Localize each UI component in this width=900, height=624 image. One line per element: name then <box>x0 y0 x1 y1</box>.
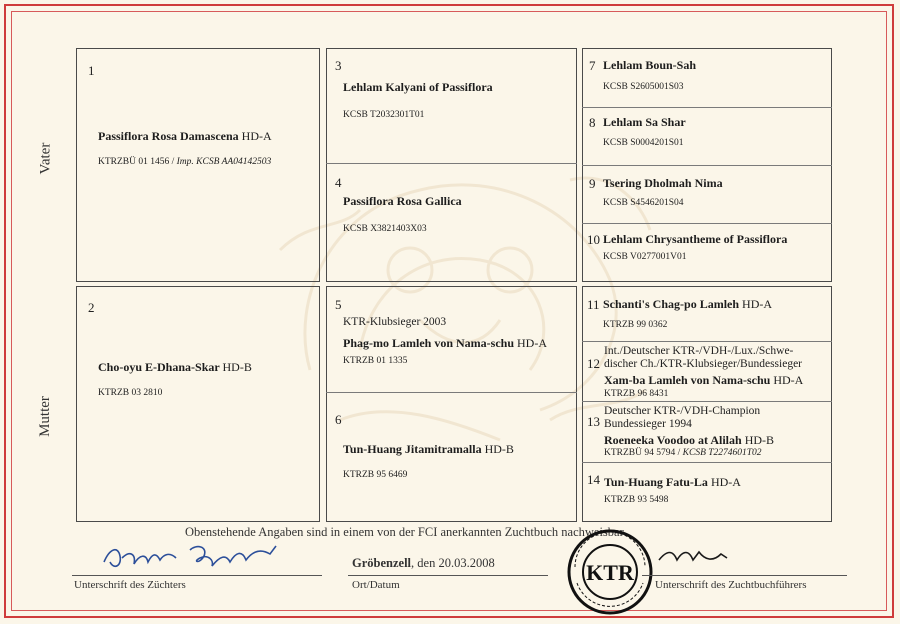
registration-number: KCSB S4546201S04 <box>603 198 684 208</box>
place-date: Gröbenzell, den 20.03.2008 <box>352 556 495 570</box>
registration-number: KCSB S0004201S01 <box>603 138 684 148</box>
dog-name: Schanti's Chag-po Lamleh HD-A <box>603 297 773 311</box>
entry-number: 9 <box>589 176 596 191</box>
entry-number: 12 <box>587 356 600 371</box>
hd-grade: HD-A <box>742 297 773 311</box>
registration-number: KTRZB 99 0362 <box>603 320 668 330</box>
registration-number: KTRZB 95 6469 <box>343 470 408 480</box>
father-side-label: Vater <box>37 142 54 175</box>
registration-number: KTRZB 96 8431 <box>604 389 669 399</box>
dog-title: KTR-Klubsieger 2003 <box>343 316 447 328</box>
hd-grade: HD-A <box>710 475 741 489</box>
place-date-line <box>348 575 548 576</box>
separator <box>326 392 577 393</box>
pedigree-box-2 <box>76 286 320 522</box>
registration-number: KCSB T2032301T01 <box>343 110 425 120</box>
keeper-signature <box>655 542 745 570</box>
registration-number: KTRZBÜ 94 5794 / KCSB T2274601T02 <box>604 448 762 458</box>
hd-grade: HD-A <box>241 129 272 143</box>
separator <box>582 223 832 224</box>
registration-number: KTRZB 93 5498 <box>604 495 669 505</box>
dog-name: Lehlam Kalyani of Passiflora <box>343 80 493 94</box>
entry-number: 4 <box>335 175 342 190</box>
dog-name: Tun-Huang Fatu-La HD-A <box>604 475 741 489</box>
keeper-signature-line <box>642 575 847 576</box>
entry-number: 10 <box>587 232 600 247</box>
registration-number: KTRZB 01 1335 <box>343 356 408 366</box>
hd-grade: HD-B <box>222 360 252 374</box>
separator <box>582 401 832 402</box>
dog-name: Tun-Huang Jitamitramalla HD-B <box>343 442 514 456</box>
dog-name: Xam-ba Lamleh von Nama-schu HD-A <box>604 373 804 387</box>
entry-number: 3 <box>335 58 342 73</box>
ktr-stamp <box>565 527 655 617</box>
entry-number: 8 <box>589 115 596 130</box>
mother-side-label: Mutter <box>36 396 53 437</box>
dog-title: discher Ch./KTR-Klubsieger/Bundessieger <box>604 358 803 370</box>
separator <box>582 341 832 342</box>
certification-statement: Obenstehende Angaben sind in einem von der FCI anerkannten Zuchtbuch nachweisbar <box>185 525 624 539</box>
registration-number: KCSB X3821403X03 <box>343 224 427 234</box>
separator <box>582 165 832 166</box>
breeder-signature-label: Unterschrift des Züchters <box>74 579 186 591</box>
separator <box>582 462 832 463</box>
entry-number: 2 <box>88 300 95 315</box>
dog-name: Passiflora Rosa Gallica <box>343 194 462 208</box>
dog-name: Tsering Dholmah Nima <box>603 176 723 190</box>
registration-number: KCSB S2605001S03 <box>603 82 684 92</box>
registration-number: KTRZBÜ 01 1456 / Imp. KCSB AA04142503 <box>98 157 272 167</box>
registration-number: KCSB V0277001V01 <box>603 252 687 262</box>
entry-number: 1 <box>88 63 95 78</box>
place-date-label: Ort/Datum <box>352 579 400 591</box>
dog-name: Cho-oyu E-Dhana-Skar HD-B <box>98 360 252 374</box>
hd-grade: HD-B <box>744 433 775 447</box>
separator <box>326 163 577 164</box>
dog-title: Deutscher KTR-/VDH-Champion <box>604 405 761 417</box>
keeper-signature-label: Unterschrift des Zuchtbuchführers <box>655 579 807 591</box>
separator <box>582 107 832 108</box>
entry-number: 13 <box>587 414 600 429</box>
dog-title: Bundessieger 1994 <box>604 418 692 430</box>
entry-number: 7 <box>589 58 596 73</box>
entry-number: 5 <box>335 297 342 312</box>
dog-name: Passiflora Rosa Damascena HD-A <box>98 129 272 143</box>
entry-number: 11 <box>587 297 600 312</box>
dog-name: Lehlam Boun-Sah <box>603 58 697 72</box>
registration-number: KTRZB 03 2810 <box>98 388 163 398</box>
breeder-signature <box>100 540 290 576</box>
dog-title: Int./Deutscher KTR-/VDH-/Lux./Schwe- <box>604 345 794 357</box>
entry-number: 6 <box>335 412 342 427</box>
hd-grade: HD-A <box>773 373 804 387</box>
hd-grade: HD-A <box>517 336 548 350</box>
entry-number: 14 <box>587 472 600 487</box>
dog-name: Roeneeka Voodoo at Alilah HD-B <box>604 433 775 447</box>
dog-name: Lehlam Chrysantheme of Passiflora <box>603 232 788 246</box>
svg-text:KTR: KTR <box>586 560 634 585</box>
breeder-signature-line <box>72 575 322 576</box>
dog-name: Phag-mo Lamleh von Nama-schu HD-A <box>343 336 548 350</box>
dog-name: Lehlam Sa Shar <box>603 115 686 129</box>
hd-grade: HD-B <box>484 442 514 456</box>
